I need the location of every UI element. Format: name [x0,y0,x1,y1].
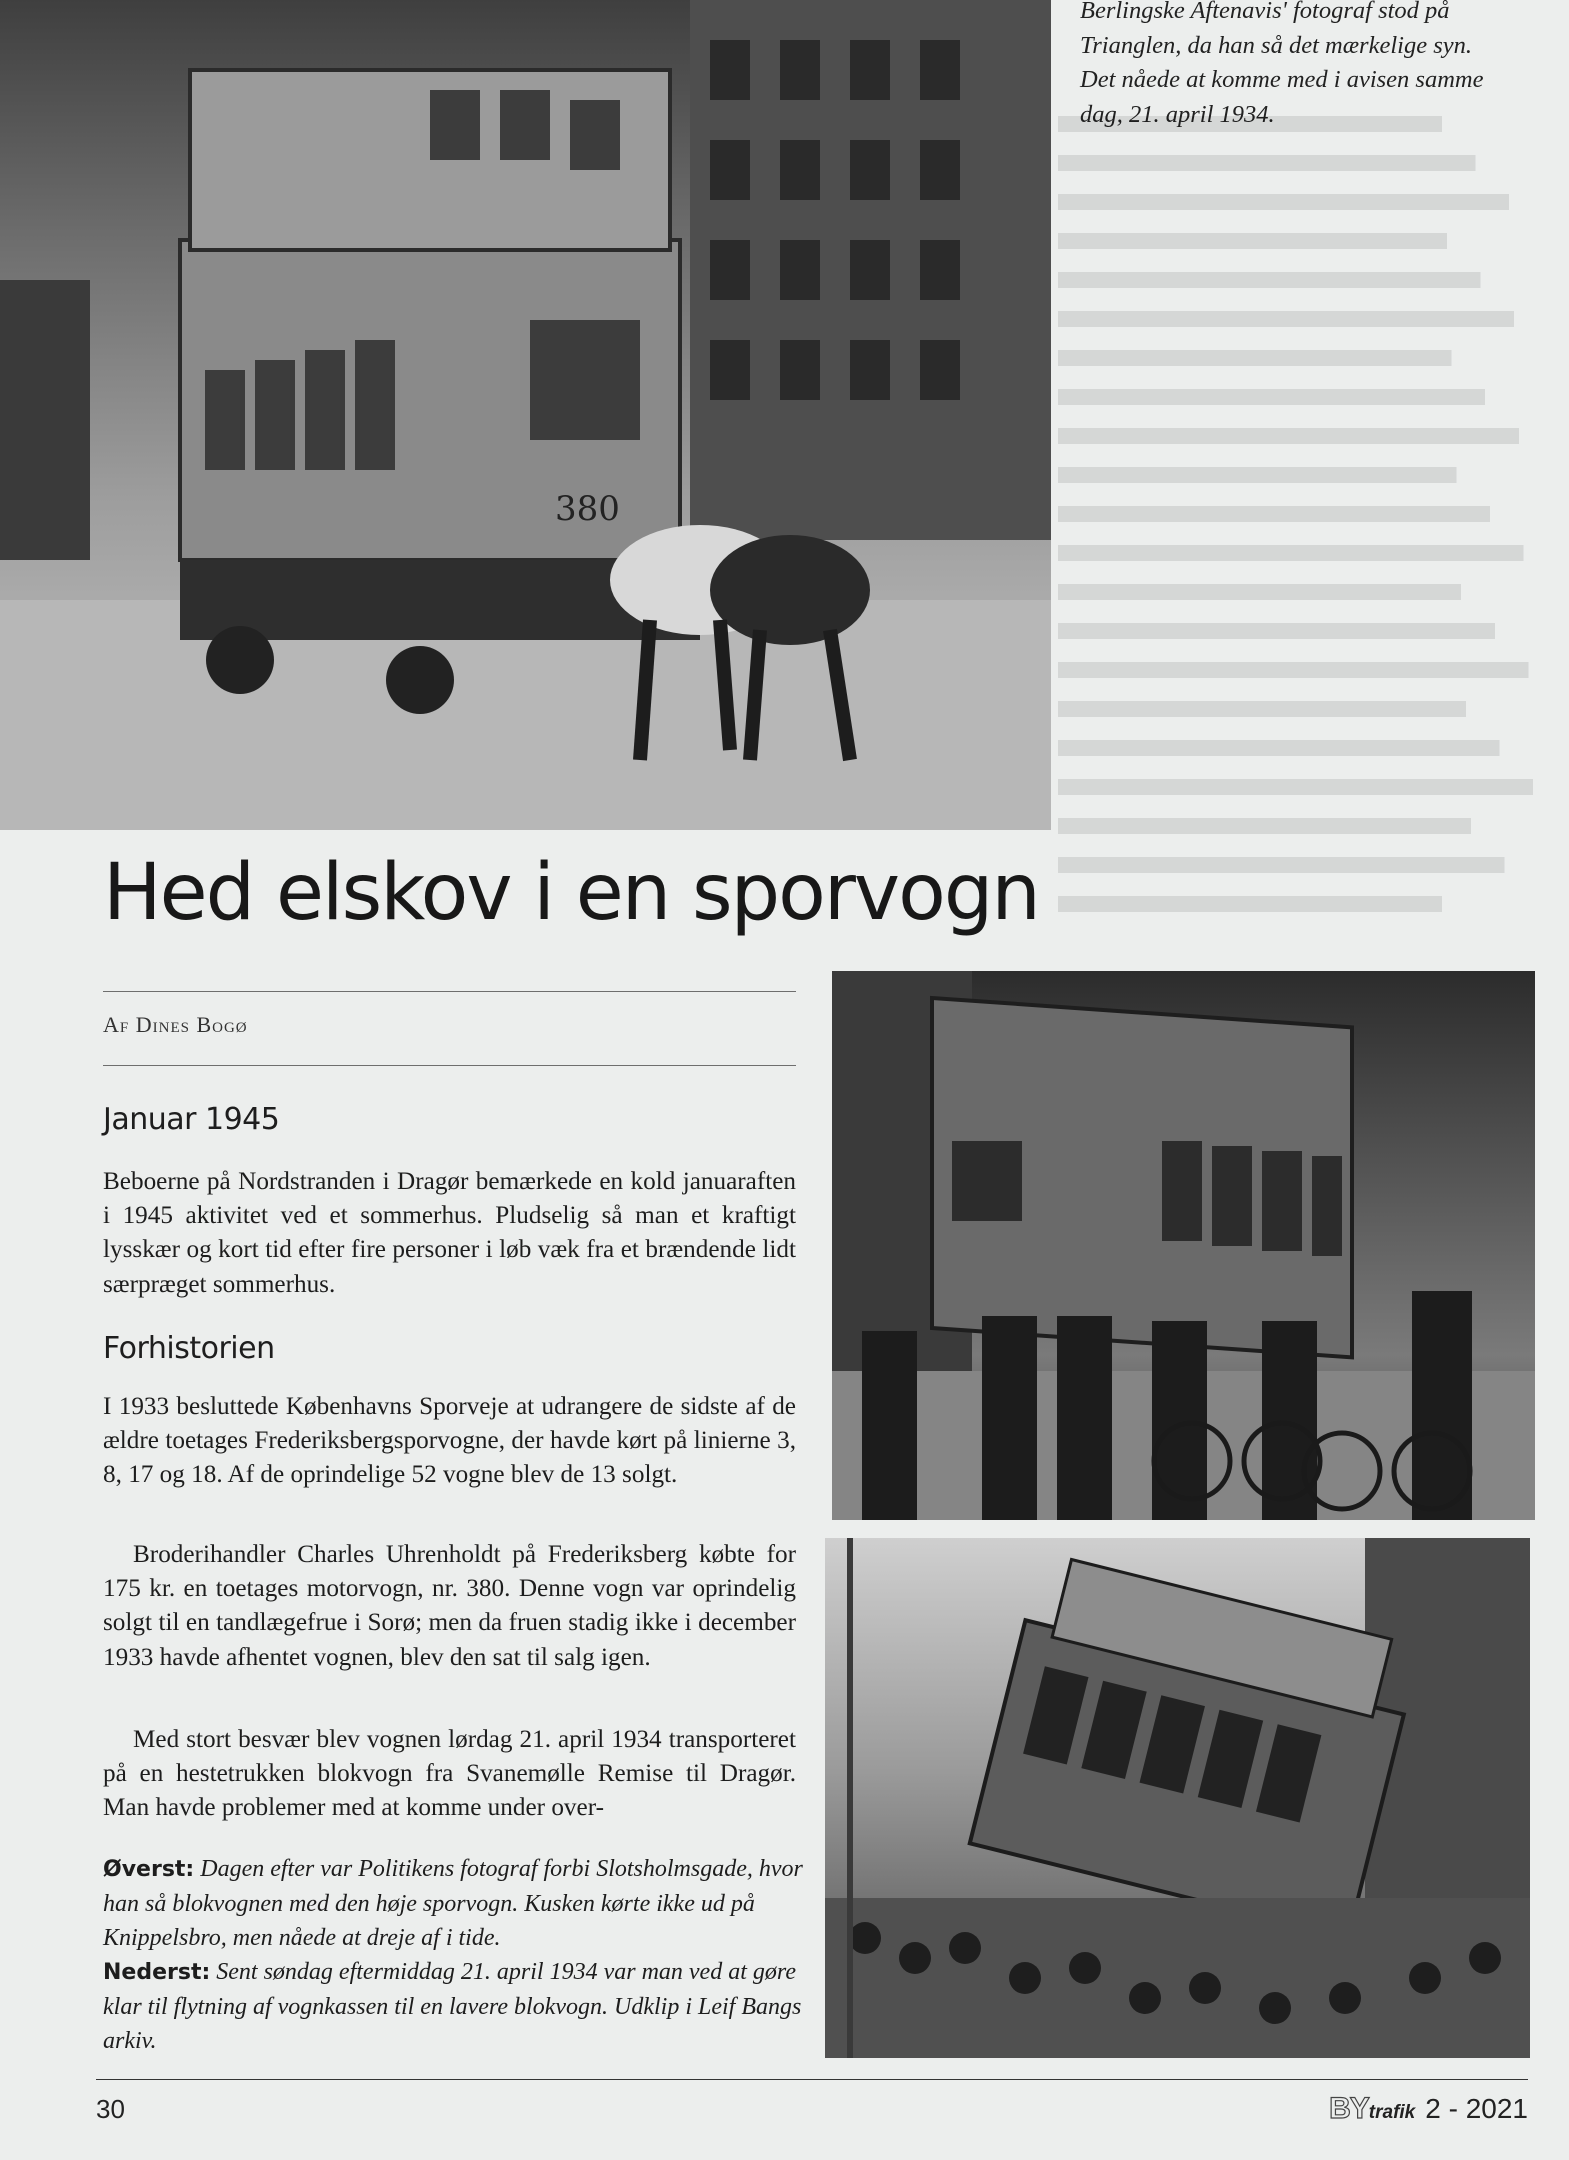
reverse-page-show-through [1058,116,1538,966]
issue-number: 2 - 2021 [1425,2093,1528,2124]
show-through-line [1058,896,1538,912]
tram-number-label: 380 [555,489,620,529]
show-through-line [1058,584,1538,600]
photo-tram-slotsholmsgade [832,971,1535,1520]
caption-lower-text: Sent søndag eftermiddag 21. april 1934 var man ved at gøre klar til flytning af vognkassen til en lavere blokvogn. Udklip i Leif Bangs arkiv. [103,1959,802,2054]
show-through-line [1058,506,1538,522]
byline-bottom-rule [103,1065,796,1066]
top-caption-line: Det nåede at komme med i avisen samme [1080,66,1484,93]
show-through-line [1058,350,1538,366]
section-heading-forhistorien: Forhistorien [103,1331,275,1366]
show-through-line [1058,116,1538,132]
photo-tram-crowd [825,1538,1530,2058]
top-caption-line: Berlingske Aftenavis' fotograf stod på [1080,0,1450,24]
show-through-line [1058,272,1538,288]
show-through-line [1058,233,1538,249]
article-byline: Af Dines Bogø [103,1012,248,1037]
show-through-line [1058,194,1538,210]
show-through-line [1058,389,1538,405]
show-through-line [1058,818,1538,834]
paragraph-forhistorien-2: Broderihandler Charles Uhrenholdt på Frederiksberg købte for 175 kr. en toetages motorvogn, nr. 380. Denne vogn var oprindelig solgt til en tandlægefrue i Sorø; men da fruen stadig ikke i december 1933 havde afhentet vognen, blev den sat til salg igen. [103,1541,796,1671]
paragraph-januar: Beboerne på Nordstranden i Dragør bemærkede en kold januaraften i 1945 aktivitet ved et sommerhus. Pludselig så man et kraftigt lysskær og kort tid efter fire personer i løb væk fra et brændende lidt særpræget sommerhus. [103,1168,796,1298]
caption-lower [103,1955,803,2058]
show-through-line [1058,740,1538,756]
show-through-line [1058,623,1538,639]
paragraph-forhistorien-3: Med stort besvær blev vognen lørdag 21. april 1934 transporteret på en hestetrukken blokvogn fra Svanemølle Remise til Dragør. Man havde problemer med at komme under over- [103,1726,796,1822]
show-through-line [1058,428,1538,444]
article-headline: Hed elskov i en sporvogn [103,848,1039,938]
show-through-line [1058,545,1538,561]
show-through-line [1058,857,1538,873]
photo-caption-block [103,1852,803,2058]
caption-upper-text: Dagen efter var Politikens fotograf forbi Slotsholmsgade, hvor han så blokvognen med den høje sporvogn. Kusken kørte ikke ud på Knippelsbro, men nåede at dreje af i tide. [103,1856,803,1951]
magazine-issue [1329,2092,1528,2126]
caption-lower-label: Nederst: [103,1960,211,1985]
photo-tram-on-horse-wagon [0,0,1051,830]
byline-top-rule [103,991,796,992]
top-photo-caption [1080,0,1550,132]
show-through-line [1058,155,1538,171]
magazine-logo-by: BY [1329,2092,1369,2125]
top-caption-line: Trianglen, da han så det mærkelige syn. [1080,31,1472,59]
magazine-logo-trafik: trafik [1368,2102,1416,2123]
section-heading-januar: Januar 1945 [103,1102,280,1137]
top-caption-line: dag, 21. april 1934. [1080,100,1275,128]
show-through-line [1058,467,1538,483]
page-number: 30 [96,2094,125,2124]
caption-upper [103,1852,803,1955]
footer-rule [96,2079,1528,2080]
show-through-line [1058,701,1538,717]
show-through-line [1058,311,1538,327]
caption-upper-label: Øverst: [103,1857,195,1882]
paragraph-forhistorien-1: I 1933 besluttede Københavns Sporveje at udrangere de sidste af de ældre toetages Frederiksbergsporvogne, der havde kørt på linierne 3, 8, 17 og 18. Af de oprindelige 52 vogne blev de 13 solgt. [103,1393,796,1489]
show-through-line [1058,662,1538,678]
show-through-line [1058,779,1538,795]
